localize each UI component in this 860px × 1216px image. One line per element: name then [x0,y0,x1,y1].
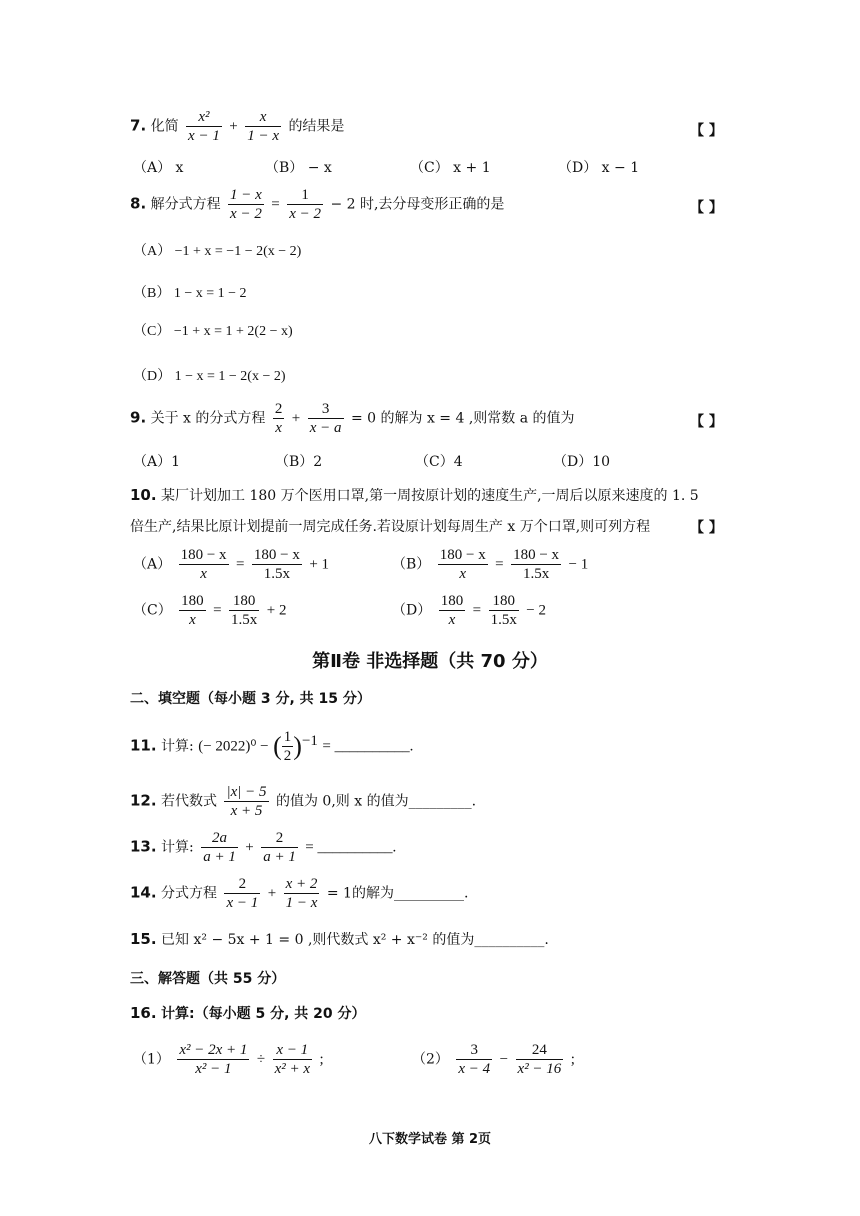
question-14: 14. 分式方程 $\frac{2}{x - 1}$ + $\frac{x + 2}{1 - x}$ = 1的解为__________. [130,876,469,911]
answer-bracket: 【 】 [690,520,723,536]
fraction: $\frac{2}{x}$ [274,401,283,436]
section-heading: 二、填空题（每小题 3 分, 共 15 分） [130,691,371,707]
fraction: $\frac{\text{x²}}{x - 1}$ [188,109,220,144]
option-d: （D） x − 1 [558,160,640,176]
question-12: 12. 若代数式 $\frac{|x| - 5}{x + 5}$ 的值为 0,则 x 的值为_________. [130,784,477,819]
option-c: （C）4 [415,454,463,470]
option-c: （C） x + 1 [410,160,491,176]
question-10: 10. 某厂计划加工 180 万个医用口罩,第一周按原计划的速度生产,一周后以原来速度的 1. 5 [130,486,699,504]
option-a: （A）1 [133,454,181,470]
option-b: （B） − x [265,160,332,176]
answer-bracket: 【 】 [690,200,723,216]
fraction: $\frac{1 - x}{x - 2}$ [230,187,262,222]
question-number: 10 [130,486,151,504]
section-heading: 三、解答题（共 55 分） [130,971,286,987]
question-7: 7. 化简 $\frac{\text{x²}}{x - 1}$ + $\frac{x}{1 - x}$ 的结果是 [130,109,345,144]
question-number: 8 [130,194,141,213]
fraction: $\frac{3}{x - a}$ [309,401,342,436]
question-16-part-1: （1） $\frac{\text{x² − 2x + 1}}{\text{x² − 1}}$ ÷ $\frac{x - 1}{\text{x² + x}}$ ; [133,1042,324,1077]
option-d: （D） $\frac{180}{x}$ = $\frac{180}{1.5x}$ − 2 [392,593,546,628]
question-number: 9 [130,408,141,427]
option-a: （A） x [133,160,184,176]
question-8: 8. 解分式方程 $\frac{1 - x}{x - 2}$ = $\frac{1}{x - 2}$ − 2 时,去分母变形正确的是 [130,187,505,222]
option-c: （C） −1 + x = 1 + 2(2 − x) [133,324,293,339]
question-9: 9. 关于 x 的分式方程 $\frac{2}{x}$ + $\frac{3}{x - a}$ = 0 的解为 x = 4 ,则常数 a 的值为 [130,401,575,436]
fraction: $\frac{1}{x - 2}$ [289,187,321,222]
page-footer: 八下数学试卷 第 2页 [368,1132,492,1147]
option-b: （B） 1 − x = 1 − 2 [133,286,247,301]
question-number: 7 [130,116,141,135]
question-16: 16. 计算:（每小题 5 分, 共 20 分） [130,1004,366,1022]
option-a: （A） $\frac{180 - x}{x}$ = $\frac{180 - x}{1.5x}$ + 1 [133,547,330,582]
answer-bracket: 【 】 [690,414,723,430]
answer-bracket: 【 】 [690,123,723,139]
question-15: 15. 已知 x² − 5x + 1 = 0 ,则代数式 x² + x⁻² 的值为__________. [130,930,549,948]
question-11: 11. 计算: (− 2022)⁰ − ( $\frac{1}{2}$ )$^{-1}$ = __________. [130,729,414,764]
option-b: （B） $\frac{180 - x}{x}$ = $\frac{180 - x}{1.5x}$ − 1 [392,547,589,582]
question-16-part-2: （2） $\frac{3}{x - 4}$ − $\frac{24}{\text{x² − 16}}$ ; [412,1042,575,1077]
option-d: （D）10 [553,454,611,470]
question-text-line2: 倍生产,结果比原计划提前一周完成任务.若设原计划每周生产 x 万个口罩,则可列方程 [130,519,651,535]
option-d: （D） 1 − x = 1 − 2(x − 2) [133,369,286,384]
part-title: 第Ⅱ卷 非选择题（共 70 分） [312,651,548,672]
question-13: 13. 计算: $\frac{2a}{a + 1}$ + $\frac{2}{a + 1}$ = __________. [130,830,397,865]
question-text: 的结果是 [288,118,345,135]
question-text: 化简 [150,118,179,135]
option-a: （A） −1 + x = −1 − 2(x − 2) [133,244,302,259]
fraction: $\frac{x}{1 - x}$ [247,109,279,144]
option-b: （B）2 [275,454,323,470]
option-c: （C） $\frac{180}{x}$ = $\frac{180}{1.5x}$ + 2 [133,593,287,628]
question-text: 某厂计划加工 180 万个医用口罩,第一周按原计划的速度生产,一周后以原来速度的 1. 5 [161,488,699,504]
